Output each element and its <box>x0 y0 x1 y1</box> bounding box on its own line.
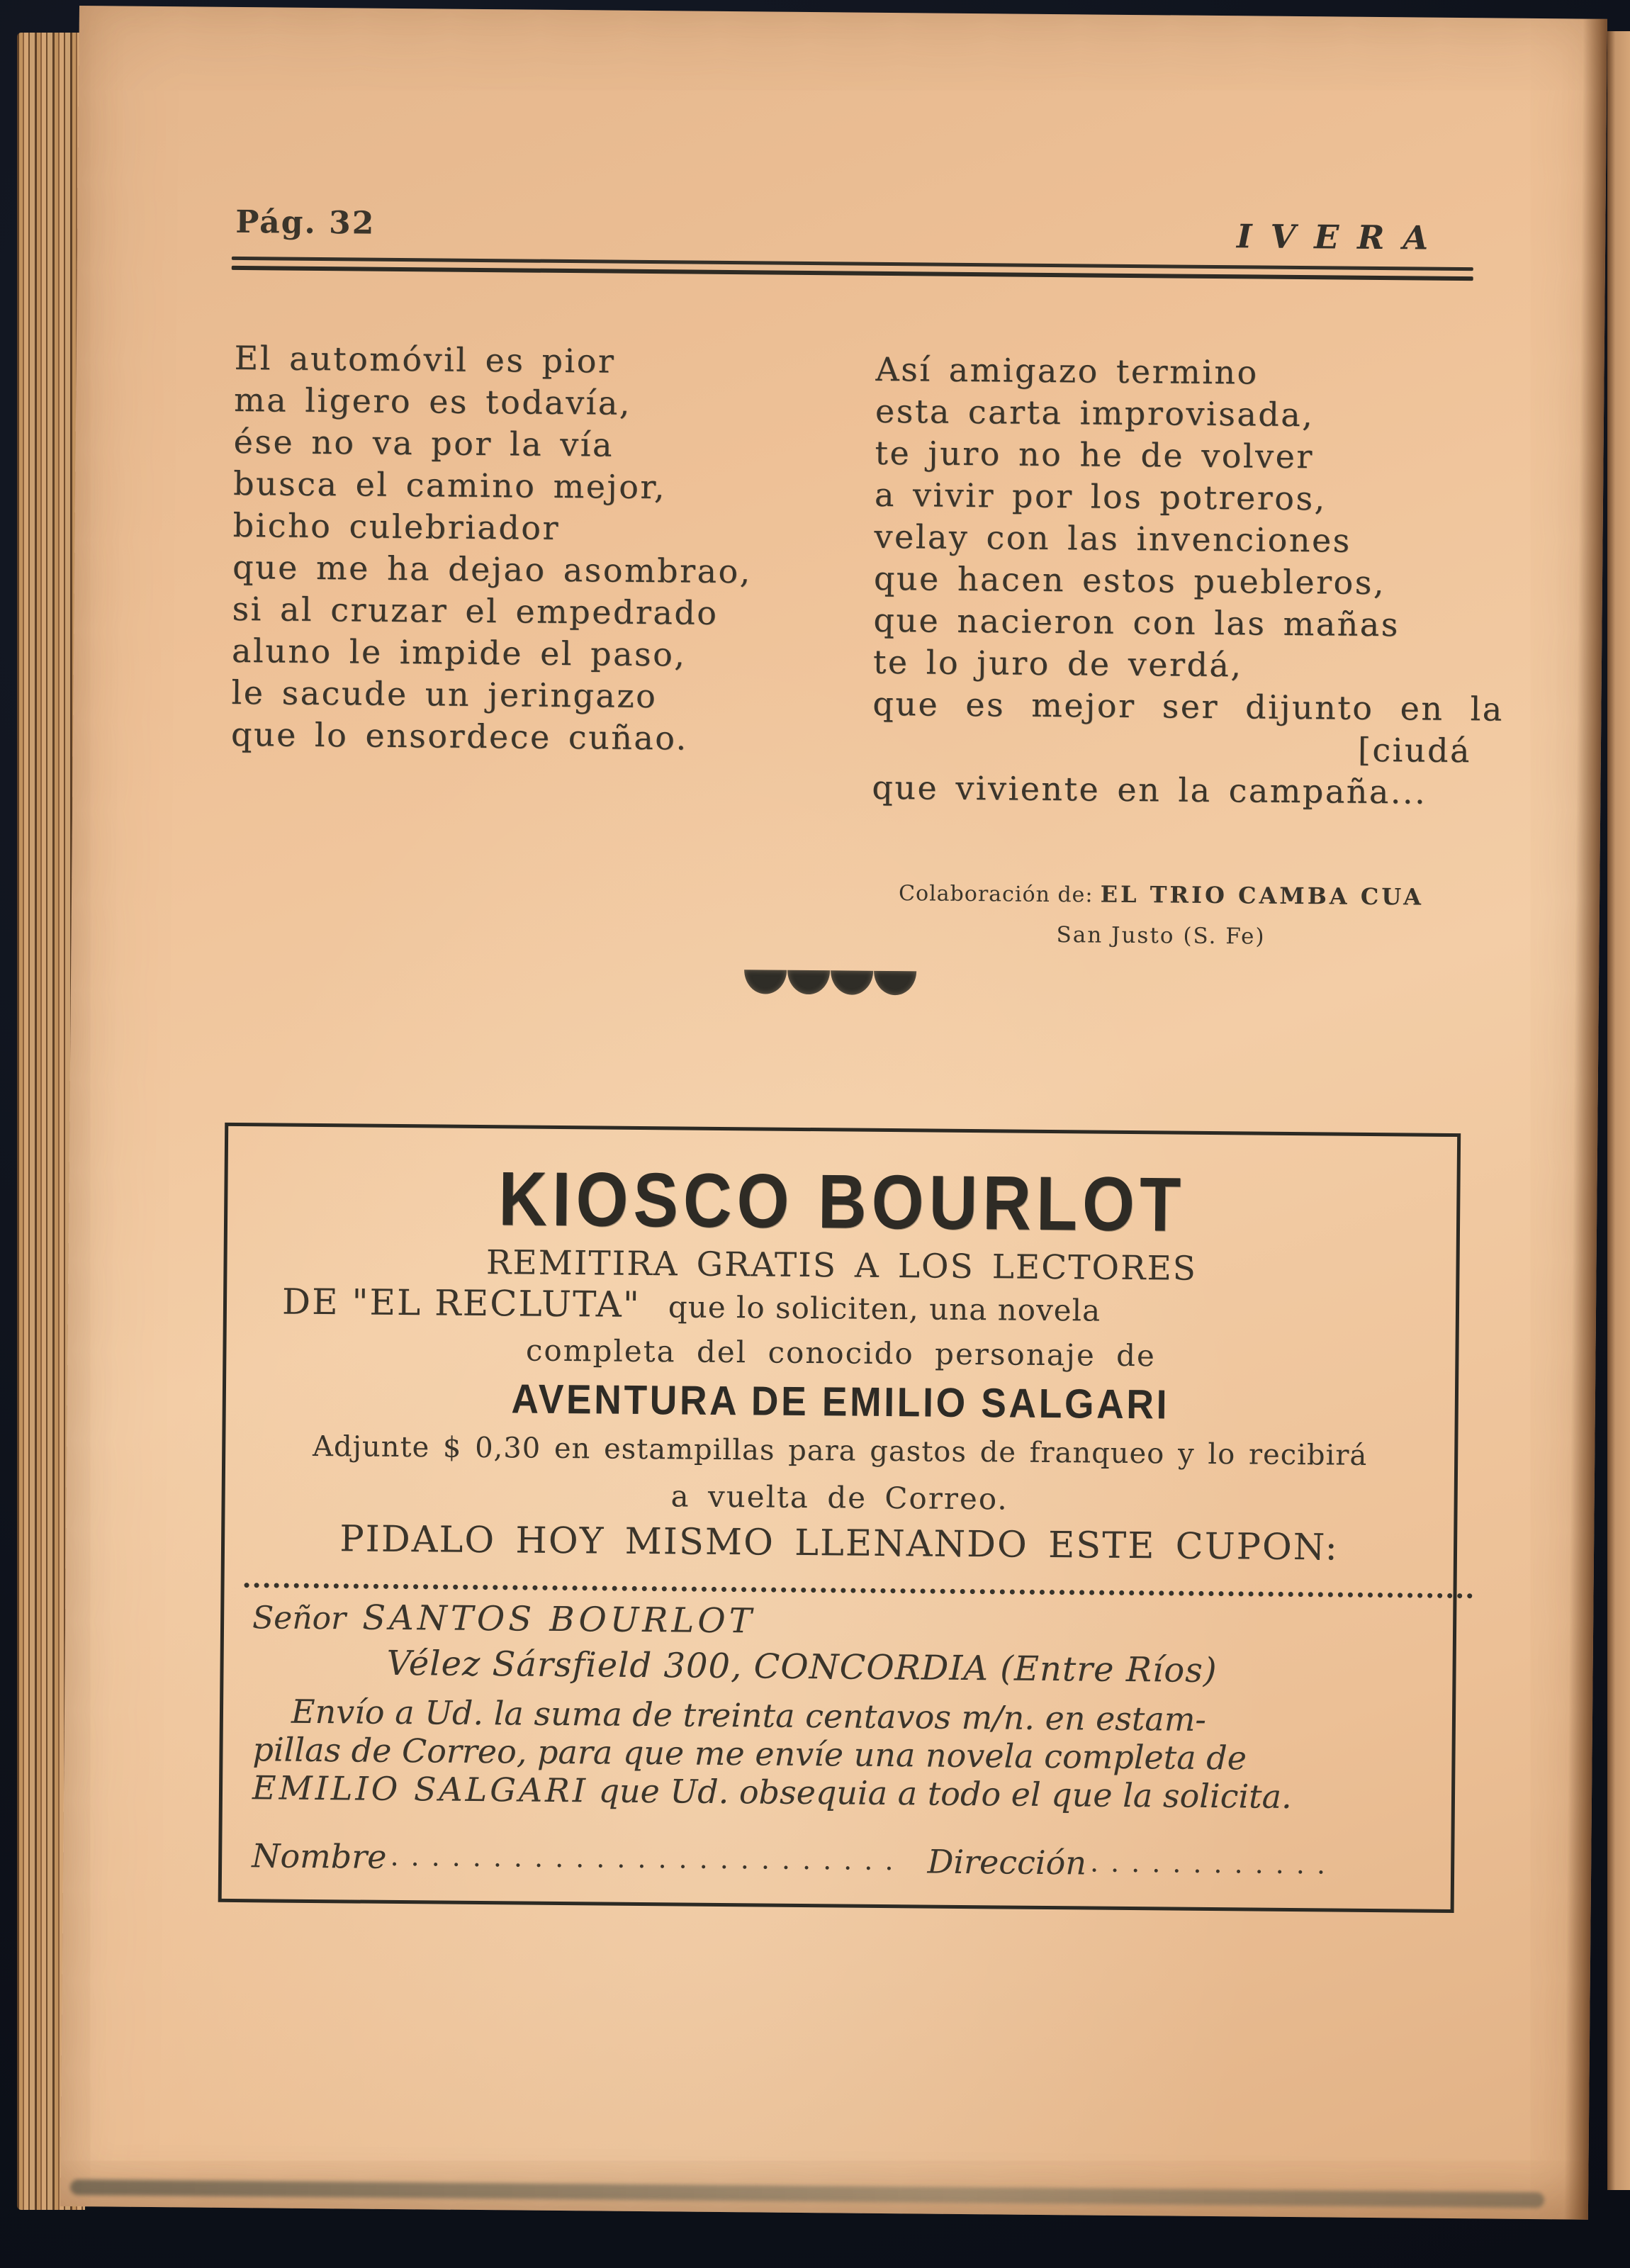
poem-line: que me ha dejao asombrao, <box>232 547 753 591</box>
poem-line: ése no va por la vía <box>233 422 614 464</box>
coupon-name-dotted-line: ......................... <box>390 1840 906 1877</box>
poem-line: busca el camino mejor, <box>232 464 667 507</box>
coupon-address-label: Dirección <box>927 1842 1087 1882</box>
kiosco-bourlot-ad-box <box>218 1123 1461 1913</box>
ad-offer-line-3: completa del conocido personaje de <box>525 1332 1157 1374</box>
poem-line: que lo ensordece cuñao. <box>230 714 689 758</box>
coupon-body-line-1: Envío a Ud. la suma de treinta centavos m/n. en estam- <box>291 1692 1207 1739</box>
credit-location: San Justo (S. Fe) <box>1056 922 1266 950</box>
half-moon-icon <box>787 970 830 995</box>
poem-line: le sacude un jeringazo <box>231 673 658 716</box>
ad-offer-line-2-small: que lo soliciten, una novela <box>668 1289 1101 1328</box>
half-moon-icon <box>744 970 787 994</box>
poem-line: que nacieron con las mañas <box>873 600 1400 644</box>
poem-line: Así amigazo termino <box>875 349 1259 392</box>
page-gutter-shadow <box>1564 19 1607 2220</box>
poem-line: te lo juro de verdá, <box>872 642 1243 685</box>
coupon-salutation-prefix: Señor <box>252 1600 347 1637</box>
poem-line-carryover: [ciudá <box>1357 730 1472 770</box>
poem-line: que es mejor ser dijunto en la <box>872 684 1504 729</box>
ad-postage-line-1: Adjunte $ 0,30 en estampillas para gastos de franqueo y lo recibirá <box>312 1430 1368 1472</box>
poem-line: si al cruzar el empedrado <box>232 589 719 632</box>
poem-line: ma ligero es todavía, <box>233 380 632 422</box>
ad-postage-line-2: a vuelta de Correo. <box>670 1478 1008 1517</box>
coupon-address-line: Vélez Sársfield 300, CONCORDIA (Entre Ríos) <box>386 1643 1218 1691</box>
coupon-salutation <box>252 1597 1481 1647</box>
poem-line: te juro no he de volver <box>875 433 1315 476</box>
coupon-dotted-divider <box>244 1583 1473 1598</box>
poem-line: que hacen estos puebleros, <box>873 558 1386 602</box>
credit-name: EL TRIO CAMBA CUA <box>1100 880 1424 911</box>
coupon-fill-in-row <box>252 1836 1480 1885</box>
poem-line: que viviente en la campaña... <box>872 768 1427 812</box>
poem-line: bicho culebriador <box>232 505 561 547</box>
poem-line: El automóvil es pior <box>234 338 616 381</box>
page-number: Pág. 32 <box>235 203 376 242</box>
poem-line: aluno le impide el paso, <box>231 631 687 674</box>
coupon-body-line-3-rest: que Ud. obsequia a todo el que la solicita. <box>598 1771 1292 1817</box>
ad-title: KIOSCO BOURLOT <box>498 1155 1186 1247</box>
ad-subtitle: AVENTURA DE EMILIO SALGARI <box>511 1376 1170 1428</box>
ad-offer-line-2-big: DE "EL RECLUTA" <box>281 1281 641 1325</box>
coupon-body-line-2: pillas de Correo, para que me envíe una novela completa de <box>252 1730 1247 1778</box>
ad-offer-line-1: REMITIRA GRATIS A LOS LECTORES <box>485 1243 1198 1289</box>
coupon-body-line-3-name: EMILIO SALGARI <box>252 1768 589 1810</box>
page-bottom-edge-smudge <box>70 2179 1544 2208</box>
next-page-edge <box>1607 31 1630 2190</box>
credit-line <box>855 874 1468 921</box>
half-moon-icon <box>874 971 916 996</box>
poem-left-column <box>231 337 858 761</box>
section-divider-ornament <box>744 970 917 995</box>
coupon-name-label: Nombre <box>251 1836 387 1876</box>
masthead-title: IVERA <box>1236 217 1447 257</box>
ad-cta-line: PIDALO HOY MISMO LLENANDO ESTE CUPON: <box>339 1518 1339 1569</box>
poem-line: esta carta improvisada, <box>875 391 1315 434</box>
coupon-address-dotted-line: ............ <box>1089 1846 1338 1880</box>
poem-line: a vivir por los potreros, <box>874 475 1327 518</box>
poem-line: velay con las invenciones <box>874 517 1352 560</box>
header-double-rule <box>232 257 1473 281</box>
poem-right-column <box>872 349 1504 814</box>
page-sheet <box>60 6 1607 2220</box>
coupon-salutation-name: SANTOS BOURLOT <box>362 1598 755 1641</box>
collaboration-credit <box>854 874 1468 958</box>
credit-prefix: Colaboración de: <box>898 881 1094 908</box>
half-moon-icon <box>831 970 873 995</box>
